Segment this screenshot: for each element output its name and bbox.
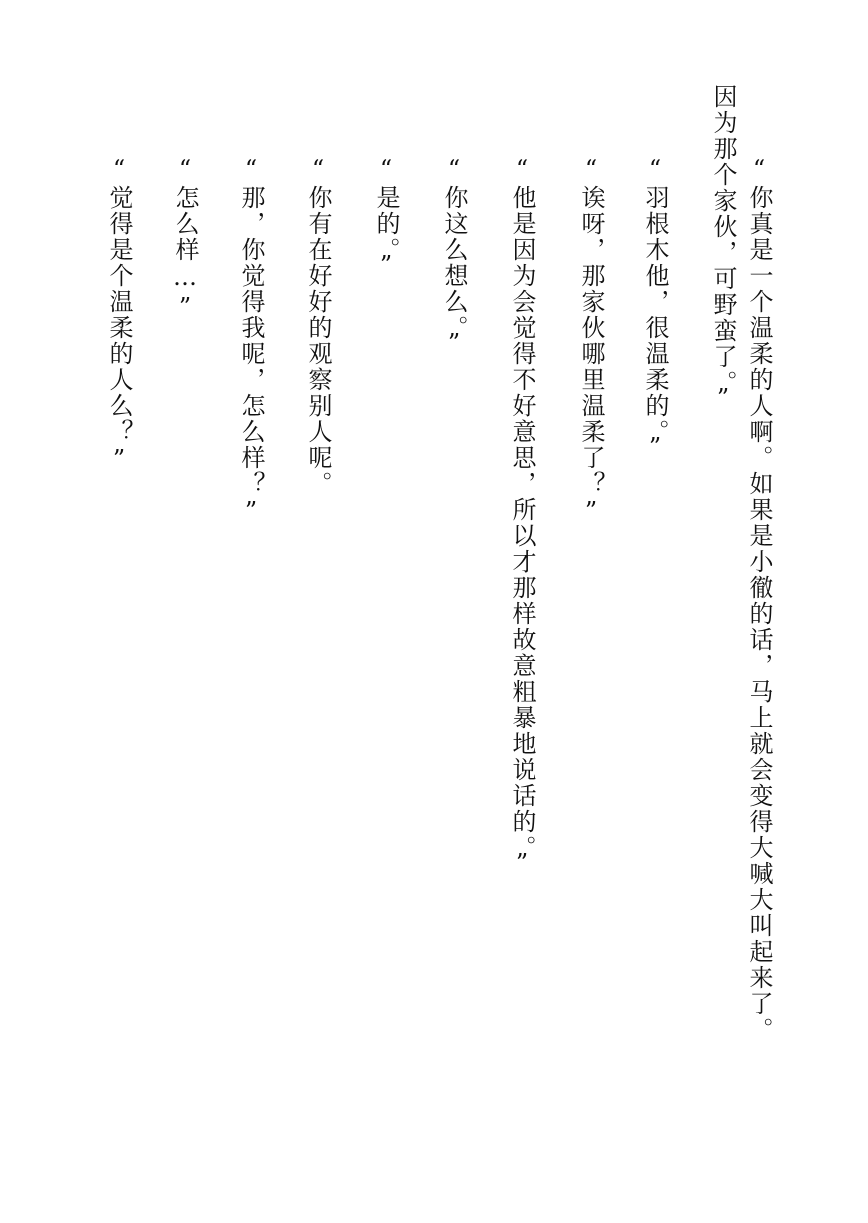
text-line-10: “怎么样…”	[171, 155, 199, 323]
text-line-2: 因为那个家伙，可野蛮了。”	[709, 84, 737, 414]
text-line-8: “你有在好好的观察别人呢。	[304, 155, 332, 497]
text-line-4: “诶呀，那家伙哪里温柔了？”	[577, 155, 605, 527]
text-line-6: “你这么想么。”	[440, 155, 468, 359]
text-line-7: “是的。”	[372, 155, 400, 281]
text-line-1: “你真是一个温柔的人啊。如果是小徹的话，马上就会变得大喊大叫起来了。	[745, 155, 773, 1043]
text-line-9: “那，你觉得我呢，怎么样？”	[237, 155, 265, 527]
text-line-5: “他是因为会觉得不好意思，所以才那样故意粗暴地说话的。”	[508, 155, 536, 879]
text-line-3: “羽根木他，很温柔的。”	[641, 155, 669, 463]
text-line-11: “觉得是个温柔的人么？”	[105, 155, 133, 475]
